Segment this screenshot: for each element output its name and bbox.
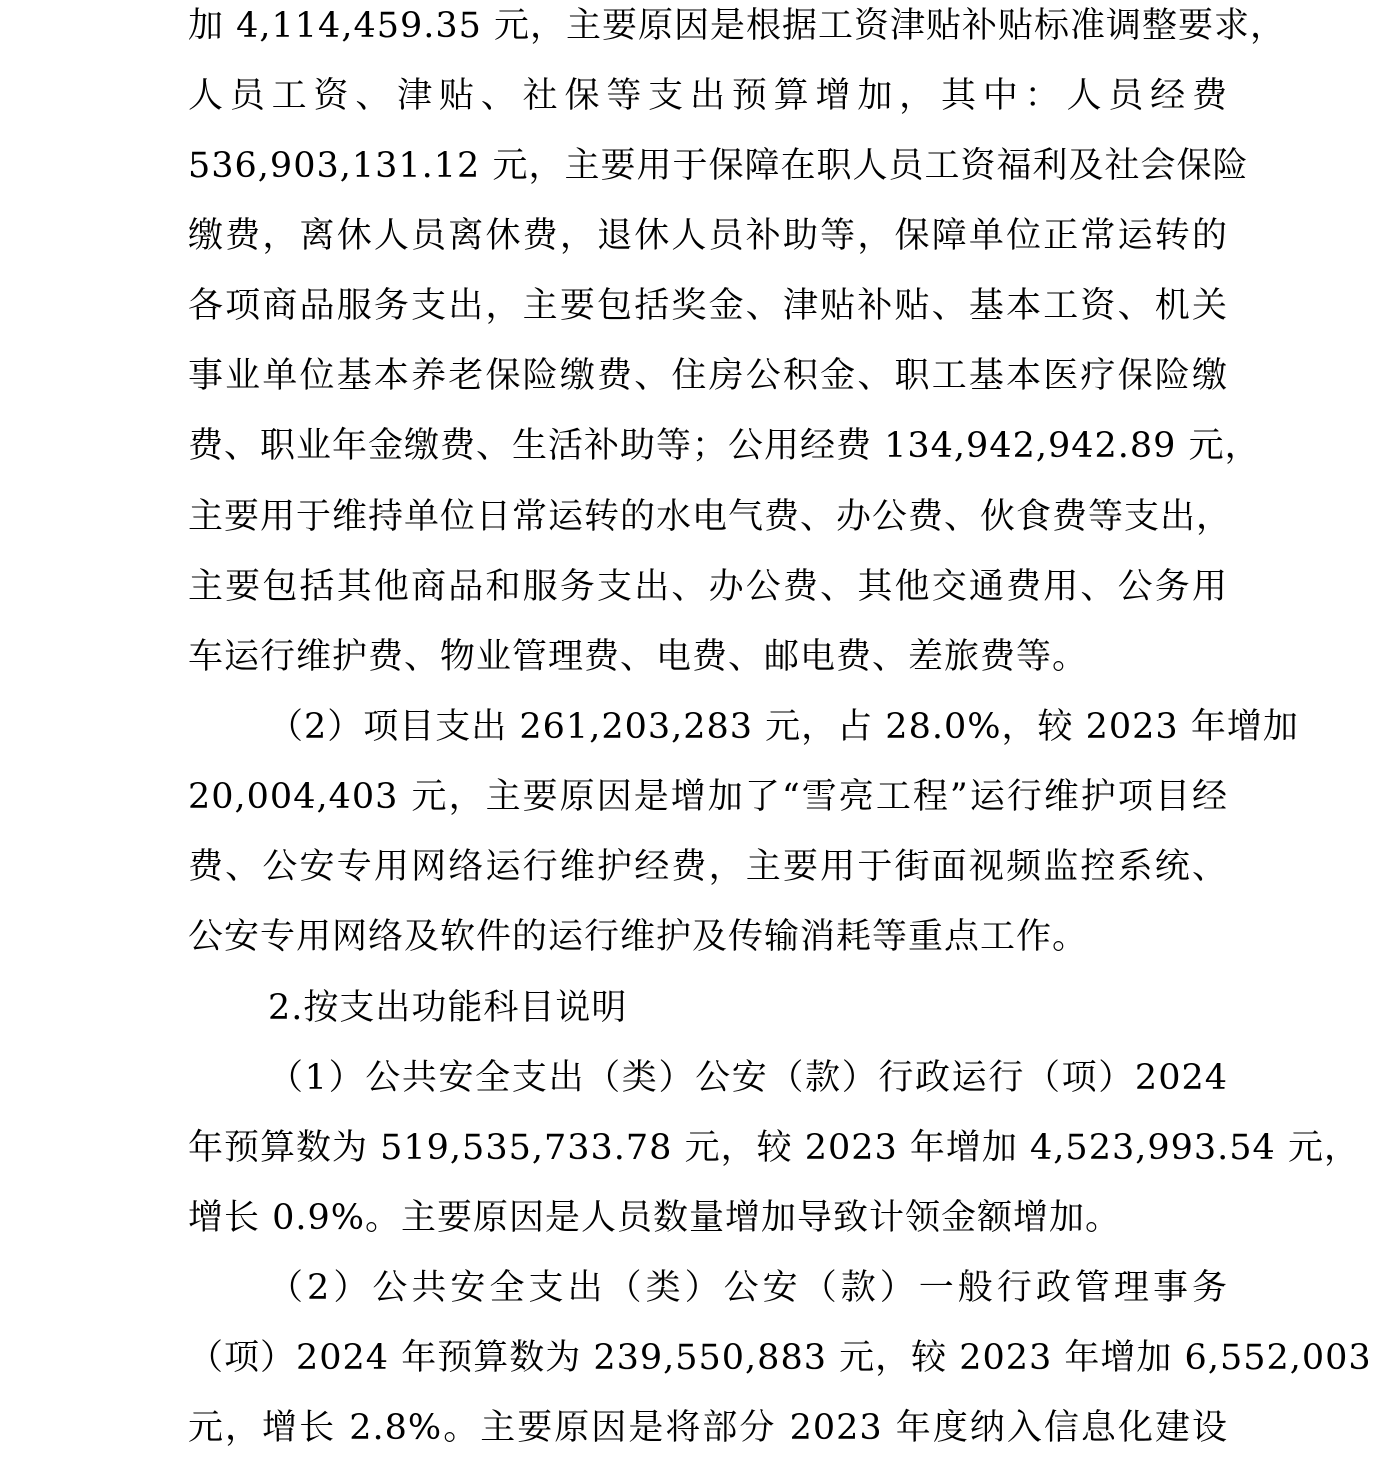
text-line-2: 人员工资、津贴、社保等支出预算增加，其中：人员经费 bbox=[188, 76, 1228, 116]
text-line-3: 536,903,131.12 元，主要用于保障在职人员工资福利及社会保险 bbox=[188, 146, 1249, 186]
text-line-20: （项）2024 年预算数为 239,550,883 元，较 2023 年增加 6,552,003 bbox=[188, 1338, 1372, 1378]
text-line-6: 事业单位基本养老保险缴费、住房公积金、职工基本医疗保险缴 bbox=[188, 356, 1228, 396]
text-line-4: 缴费，离休人员离休费，退休人员补助等，保障单位正常运转的 bbox=[188, 216, 1228, 256]
text-line-19: （2）公共安全支出（类）公安（款）一般行政管理事务 bbox=[268, 1268, 1228, 1308]
text-line-16: （1）公共安全支出（类）公安（款）行政运行（项）2024 bbox=[268, 1058, 1228, 1098]
text-line-7: 费、职业年金缴费、生活补助等；公用经费 134,942,942.89 元， bbox=[188, 426, 1261, 466]
text-line-1: 加 4,114,459.35 元，主要原因是根据工资津贴补贴标准调整要求， bbox=[188, 6, 1287, 46]
text-line-10: 车运行维护费、物业管理费、电费、邮电费、差旅费等。 bbox=[188, 637, 1089, 677]
text-line-14: 公安专用网络及软件的运行维护及传输消耗等重点工作。 bbox=[188, 917, 1089, 957]
text-line-8: 主要用于维持单位日常运转的水电气费、办公费、伙食费等支出， bbox=[188, 497, 1233, 537]
section-heading: 2.按支出功能科目说明 bbox=[268, 988, 628, 1028]
text-line-21: 元，增长 2.8%。主要原因是将部分 2023 年度纳入信息化建设 bbox=[188, 1408, 1228, 1448]
text-line-18: 增长 0.9%。主要原因是人员数量增加导致计领金额增加。 bbox=[188, 1198, 1122, 1238]
text-line-11: （2）项目支出 261,203,283 元，占 28.0%，较 2023 年增加 bbox=[268, 707, 1299, 747]
text-line-5: 各项商品服务支出，主要包括奖金、津贴补贴、基本工资、机关 bbox=[188, 286, 1228, 326]
text-line-9: 主要包括其他商品和服务支出、办公费、其他交通费用、公务用 bbox=[188, 567, 1228, 607]
text-line-12: 20,004,403 元，主要原因是增加了“雪亮工程”运行维护项目经 bbox=[188, 777, 1228, 817]
text-line-17: 年预算数为 519,535,733.78 元，较 2023 年增加 4,523,993.54 元， bbox=[188, 1128, 1360, 1168]
text-line-13: 费、公安专用网络运行维护经费，主要用于街面视频监控系统、 bbox=[188, 847, 1228, 887]
